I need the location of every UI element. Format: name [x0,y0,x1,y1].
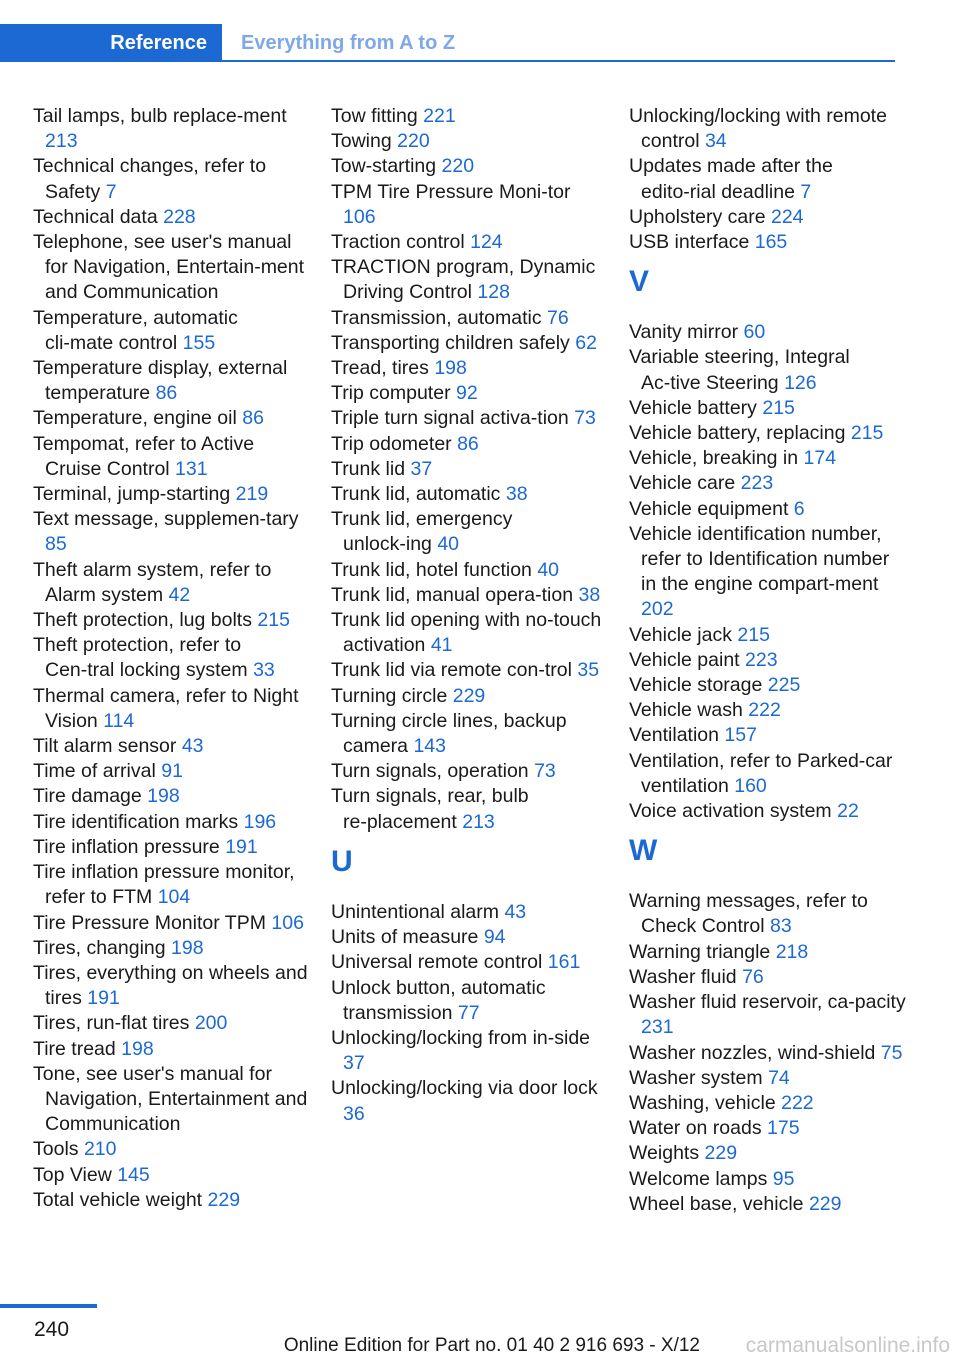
watermark: carmanualsonline.info [745,1334,950,1357]
entry-text: Vehicle care [629,472,741,495]
page-link[interactable]: 215 [762,396,795,419]
index-entry [33,684,308,734]
entry-text: Washer nozzles, wind‑shield [629,1041,881,1064]
section-letter: W [629,834,658,868]
page-link[interactable]: 35 [577,659,600,682]
index-entry [33,558,308,608]
entry-text: Trunk lid, hotel function [331,558,538,581]
page-link[interactable]: 86 [457,432,479,455]
entry-text: Washing, vehicle [629,1091,782,1114]
entry-text: Vehicle, breaking in [629,447,804,470]
index-entry [629,648,909,673]
index-entry [331,331,606,356]
page-link[interactable]: 145 [117,1163,150,1186]
page-link[interactable]: 85 [45,533,67,556]
index-entry [331,457,606,482]
index-column-1 [33,104,308,1213]
page-link[interactable]: 143 [413,735,446,758]
header-rule [0,60,895,62]
entry-text: Trunk lid, emergency unlock‑ing [331,508,513,556]
entry-text: Telephone, see user's manual for Navigation, Entertain‑ment and Communication [33,231,305,304]
index-entry [629,205,909,230]
index-entry [629,421,909,446]
page-link[interactable]: 40 [537,558,560,581]
index-entry [629,1116,909,1141]
page-link[interactable]: 213 [45,130,78,153]
index-entry [331,381,606,406]
subsection-title: Everything from A to Z [241,31,456,54]
index-entry [33,104,308,154]
entry-text: Trip odometer [331,432,458,455]
index-entry [629,1141,909,1166]
index-entry [331,784,606,834]
entry-text: Temperature, engine oil [33,407,243,430]
entry-text: Time of arrival [33,760,162,783]
index-entry [629,497,909,522]
index-entry [331,432,606,457]
entry-text: Unlocking/locking with remote control [629,105,887,153]
index-entry [331,976,606,1026]
entry-text: Temperature display, external temperature [33,357,288,405]
index-entry [331,306,606,331]
index-entry [33,835,308,860]
entry-text: Tire inflation pressure monitor, refer to FTM [33,861,295,909]
index-entry [629,320,909,345]
page-link[interactable]: 198 [434,357,467,380]
entry-text: Tire Pressure Monitor TPM [33,911,272,934]
entry-text: Triple turn signal activa‑tion [331,407,575,430]
page-link[interactable]: 210 [83,1138,117,1161]
page-link[interactable]: 215 [257,609,290,632]
page-link[interactable]: 73 [534,760,556,783]
page-link[interactable]: 40 [437,533,460,556]
page-link[interactable]: 37 [343,1052,365,1075]
index-entry [331,230,606,255]
entry-text: TPM Tire Pressure Moni‑tor [331,180,571,203]
entry-text: Unlock button, automatic transmission [331,976,546,1024]
page-link[interactable]: 229 [452,684,486,707]
entry-text: Vehicle equipment [629,497,794,520]
page-link[interactable]: 37 [410,457,433,480]
index-entry [33,1062,308,1138]
page-link[interactable]: 223 [740,472,774,495]
page-link[interactable]: 22 [837,800,859,823]
page-link[interactable]: 106 [271,911,304,934]
entry-text: Vehicle battery, replacing [629,422,851,445]
index-entry [33,154,308,204]
page-link[interactable]: 165 [754,231,788,254]
entry-text: Tilt alarm sensor [33,735,182,758]
index-entry [629,154,909,204]
entry-text: Tail lamps, bulb replace‑ment [33,105,287,127]
index-entry [629,1192,909,1217]
page-link[interactable]: 83 [769,915,792,938]
index-entry [629,522,909,623]
index-entry [629,723,909,748]
index-entry [331,759,606,784]
index-entry [331,658,606,683]
entry-text: Voice activation system [629,800,838,823]
index-entry [33,911,308,936]
index-entry [629,471,909,496]
entry-text: Weights [629,1142,705,1165]
entry-text: Unintentional alarm [331,900,505,923]
page-link[interactable]: 76 [742,965,764,988]
entry-text: Towing [331,130,398,153]
page-link[interactable]: 73 [574,407,596,430]
page-link[interactable]: 160 [734,774,767,797]
entry-text: Theft protection, refer to Cen‑tral locking system [33,634,254,682]
page-link[interactable]: 7 [105,180,117,203]
index-entry [331,104,606,129]
index-entry [629,673,909,698]
page-link[interactable]: 41 [430,634,453,657]
index-entry [331,684,606,709]
entry-text: Tire tread [33,1037,122,1060]
index-entry [33,784,308,809]
entry-text: Trunk lid, manual opera‑tion [331,583,579,606]
index-entry [629,889,909,939]
page-link[interactable]: 231 [641,1016,674,1039]
entry-text: Tempomat, refer to Active Cruise Control [33,432,255,480]
entry-text: Unlocking/locking via door lock [331,1077,598,1100]
page-link[interactable]: 196 [243,810,277,833]
index-entry [629,396,909,421]
page-link[interactable]: 157 [724,724,757,747]
index-entry [33,810,308,835]
index-entry [629,623,909,648]
entry-text: Theft protection, lug bolts [33,609,258,632]
entry-text: Total vehicle weight [33,1188,208,1211]
index-entry [33,507,308,557]
page-link[interactable]: 225 [767,674,801,697]
page-link[interactable]: 223 [745,648,778,671]
index-entry [33,961,308,1011]
entry-text: Vehicle identification number, refer to Identification number in the engine compart‑ment [629,522,890,596]
page-link[interactable]: 95 [772,1167,795,1190]
index-entry [331,406,606,431]
entry-text: Variable steering, Integral Ac‑tive Steering [629,346,850,394]
index-entry [331,583,606,608]
index-entry [33,306,308,356]
page-link[interactable]: 222 [748,699,781,722]
page-link[interactable]: 198 [171,936,204,959]
page-link[interactable]: 131 [175,457,208,480]
index-entry [33,205,308,230]
entry-text: Trunk lid opening with no-touch activation [331,609,602,657]
page-link[interactable]: 106 [343,205,376,228]
page-link[interactable]: 161 [547,951,581,974]
entry-text: Ventilation, refer to Parked-car ventilation [629,749,893,797]
index-entry [33,432,308,482]
entry-text: Upholstery care [629,205,771,228]
index-entry [331,129,606,154]
entry-text: Trunk lid, automatic [331,483,506,506]
index-entry [33,633,308,683]
entry-text: Top View [33,1163,118,1186]
page-link[interactable]: 62 [575,331,597,354]
page-link[interactable]: 218 [775,940,809,963]
entry-text: Vehicle wash [629,699,749,722]
entry-text: Water on roads [629,1117,768,1140]
index-entry [629,1041,909,1066]
entry-text: Thermal camera, refer to Night Vision [33,684,299,732]
page-link[interactable]: 38 [578,583,601,606]
page-link[interactable]: 43 [504,900,527,923]
entry-text: Trip computer [331,382,456,405]
index-entry [629,940,909,965]
footer-rule [0,1304,97,1308]
page-link[interactable]: 191 [87,987,120,1010]
index-entry [33,1137,308,1162]
index-entry [33,936,308,961]
page-link[interactable]: 213 [462,810,495,833]
index-entry [331,255,606,305]
index-entry [629,698,909,723]
entry-text: Vehicle paint [629,648,746,671]
entry-text: Tires, changing [33,936,172,959]
page-link[interactable]: 229 [808,1192,842,1215]
index-entry [33,406,308,431]
edition-note: Online Edition for Part no. 01 40 2 916 693 - X/12 [283,1335,700,1356]
page-link[interactable]: 60 [743,321,766,344]
entry-text: Universal remote control [331,951,548,974]
page-link[interactable]: 128 [477,281,510,304]
entry-text: Vanity mirror [629,321,744,344]
index-entry [331,900,606,925]
page-link[interactable]: 229 [704,1142,738,1165]
page-link[interactable]: 43 [181,735,204,758]
entry-text: Turning circle lines, backup camera [331,709,567,758]
entry-text: Turn signals, operation [331,760,535,783]
entry-text: Transporting children safely [331,331,576,354]
entry-text: TRACTION program, Dynamic Driving Control [331,256,596,304]
index-entry [331,608,606,658]
entry-text: Tone, see user's manual for Navigation, Entertainment and Communication [33,1062,308,1136]
index-entry [331,507,606,557]
index-entry [629,965,909,990]
index-entry [629,345,909,395]
index-entry [33,1037,308,1062]
entry-text: Ventilation [629,724,725,747]
page-link[interactable]: 34 [704,130,727,153]
index-entry [33,230,308,306]
entry-text: Tire damage [33,785,148,808]
page-link[interactable]: 114 [103,709,135,732]
entry-text: Technical changes, refer to Safety [33,155,267,203]
page-link[interactable]: 155 [182,331,216,354]
index-entry [331,558,606,583]
entry-text: Tow-starting [331,155,442,178]
index-entry [629,1066,909,1091]
entry-text: Traction control [331,231,471,254]
page-link[interactable]: 124 [470,231,503,254]
entry-text: Warning messages, refer to Check Control [629,890,868,938]
entry-text: Tires, run-flat tires [33,1012,195,1035]
index-entry [331,154,606,179]
page-link[interactable]: 228 [163,205,196,228]
page-link[interactable]: 174 [803,447,837,470]
page-link[interactable]: 191 [225,835,258,858]
section-letter: U [331,844,353,878]
page-link[interactable]: 74 [768,1066,790,1089]
index-entry [629,749,909,799]
entry-text: Tools [33,1138,84,1161]
entry-text: Washer fluid [629,965,743,988]
entry-text: Technical data [33,205,164,228]
index-entry [629,446,909,471]
page-link[interactable]: 75 [880,1041,903,1064]
index-column-3 [629,104,909,1217]
page-link[interactable]: 36 [343,1102,365,1125]
index-entry [33,356,308,406]
index-entry [33,734,308,759]
index-entry [629,1167,909,1192]
page-link[interactable]: 33 [253,659,275,682]
page-link[interactable]: 202 [641,598,674,621]
entry-text: Washer system [629,1066,769,1089]
index-column-2 [331,104,606,1127]
page-link[interactable]: 92 [455,382,478,405]
page-link[interactable]: 94 [483,926,506,949]
entry-text: Unlocking/locking from in‑side [331,1026,591,1049]
page-link[interactable]: 38 [505,483,528,506]
index-entry [33,860,308,910]
entry-text: Tire identification marks [33,810,244,833]
entry-text: Text message, supplemen‑tary [33,508,299,531]
entry-text: Turning circle [331,684,453,707]
page-link[interactable]: 215 [737,623,770,646]
page-link[interactable]: 198 [121,1037,154,1060]
index-entry [629,104,909,154]
index-entry [33,1163,308,1188]
index-entry [33,482,308,507]
entry-text: Tow fitting [331,105,424,127]
page-header [0,24,895,62]
entry-text: Trunk lid [331,457,411,480]
entry-text: Theft alarm system, refer to Alarm system [33,558,272,606]
page-link[interactable]: 198 [147,785,180,808]
index-entry [331,1076,606,1126]
entry-text: Temperature, automatic cli‑mate control [33,306,238,354]
section-tab: Reference [0,24,222,62]
page-link[interactable]: 126 [784,371,817,394]
entry-text: Updates made after the edito‑rial deadline [629,155,833,203]
section-letter: V [629,265,650,299]
page-link[interactable]: 200 [194,1012,228,1035]
entry-text: Welcome lamps [629,1167,773,1190]
page-link[interactable]: 219 [235,483,269,506]
entry-text: Washer fluid reservoir, ca‑pacity [629,991,906,1014]
index-entry [33,1011,308,1036]
index-entry [629,1091,909,1116]
entry-text: Transmission, automatic [331,306,548,329]
page-link[interactable]: 42 [168,583,191,606]
entry-text: Wheel base, vehicle [629,1192,809,1215]
entry-text: Terminal, jump-starting [33,483,236,506]
page-link[interactable]: 229 [207,1188,241,1211]
page-link[interactable]: 77 [457,1001,480,1024]
entry-text: Vehicle battery [629,396,763,419]
page-link[interactable]: 86 [155,382,178,405]
page-link[interactable]: 224 [770,205,804,228]
page-link[interactable]: 86 [242,407,264,430]
entry-text: Turn signals, rear, bulb re‑placement [331,785,529,833]
index-entry [33,759,308,784]
index-entry [33,608,308,633]
index-entry [331,925,606,950]
index-entry [629,230,909,255]
index-entry [331,950,606,975]
page-link[interactable]: 222 [781,1091,814,1114]
page-link[interactable]: 7 [800,180,812,203]
page-link[interactable]: 220 [441,155,475,178]
index-entry [331,180,606,230]
page-number: 240 [34,1318,70,1341]
entry-text: Tires, everything on wheels and tires [33,961,308,1010]
index-entry [331,709,606,759]
entry-text: Units of measure [331,926,484,949]
page-link[interactable]: 104 [157,886,191,909]
entry-text: Trunk lid via remote con‑trol [331,659,578,682]
entry-text: USB interface [629,231,755,254]
page-link[interactable]: 175 [767,1117,800,1140]
index-entry [629,990,909,1040]
entry-text: Tread, tires [331,357,435,380]
page-link[interactable]: 221 [423,105,456,127]
index-entry [331,482,606,507]
index-entry [331,356,606,381]
entry-text: Vehicle storage [629,674,768,697]
page-link[interactable]: 6 [793,497,805,520]
page-link[interactable]: 76 [547,306,569,329]
index-entry [33,1188,308,1213]
index-entry [331,1026,606,1076]
page-link[interactable]: 215 [850,422,884,445]
index-entry [629,799,909,824]
page-link[interactable]: 91 [161,760,183,783]
entry-text: Vehicle jack [629,623,738,646]
entry-text: Warning triangle [629,940,776,963]
entry-text: Tire inflation pressure [33,835,226,858]
page-link[interactable]: 220 [397,130,430,153]
